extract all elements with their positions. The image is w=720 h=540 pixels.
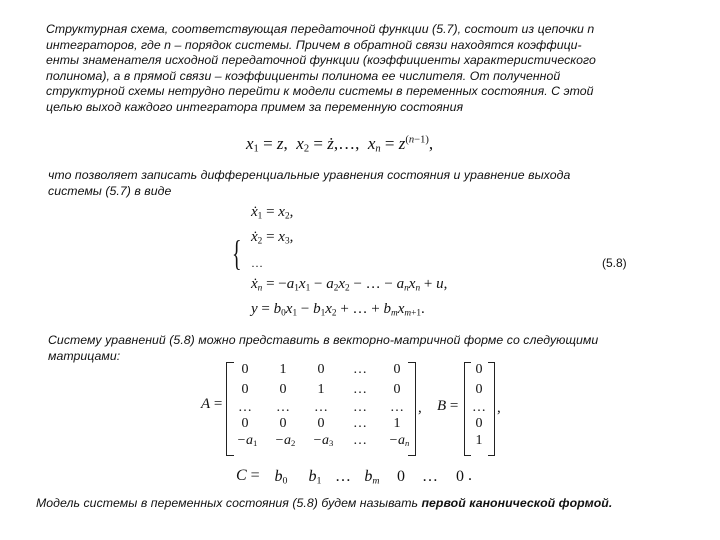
matrix-b-cell: 1 — [475, 433, 483, 448]
matrix-a-cell: 0 — [317, 416, 325, 431]
matrix-a-cell: 1 — [279, 362, 287, 377]
matrix-b-label: B = — [437, 398, 459, 414]
matrix-a-cell: 0 — [241, 382, 249, 397]
comma: , — [497, 400, 501, 416]
matrix-a-cell: … — [353, 400, 367, 415]
state-variables-formula: $x_1 = z$, $x_2$ = ż,…, $x_n = z^{(n-1)}$, — [246, 134, 434, 155]
text-line: что позволяет записать дифференциальные уравнения состояния и уравнение выхода — [48, 168, 571, 182]
text-line: системы (5.7) в виде — [48, 183, 172, 198]
matrix-c-cell: … — [335, 468, 351, 485]
text-line: целью выход каждого интегратора примем за переменную состояния — [46, 99, 464, 114]
matrix-a-cell: … — [314, 400, 328, 415]
matrix-a-cell: $-a_3$ — [312, 433, 334, 449]
matrix-a-cell: $-a_1$ — [236, 433, 258, 449]
matrix-a-cell: 0 — [393, 362, 401, 377]
matrix-a-cell: … — [353, 362, 367, 377]
text-line: матрицами: — [48, 348, 121, 363]
text-line: енты знаменателя исходной передаточной функции (коэффициенты характеристического — [46, 53, 596, 68]
matrix-c-cell: … — [422, 468, 438, 485]
conclusion-text: Модель системы в переменных состояния (5.8) будем называть — [36, 496, 419, 510]
matrix-a-cell: 1 — [393, 416, 401, 431]
matrix-b-cell: … — [472, 400, 486, 415]
matrix-b-cell: 0 — [475, 382, 483, 397]
matrix-a-cell: $-a_n$ — [388, 433, 410, 449]
equation-3: … — [251, 255, 263, 270]
equation-2: ẋ$_2$ = $x_3$, — [251, 229, 294, 247]
conclusion-paragraph — [36, 496, 612, 512]
matrix-a-cell: 1 — [317, 382, 325, 397]
matrix-a-cell: … — [276, 400, 290, 415]
text-line: структурной схемы нетрудно перейти к модели системы в переменных состояния. С этой — [46, 84, 594, 99]
comma: , — [418, 400, 422, 416]
matrix-c-cell: $b_0$ — [274, 468, 288, 487]
matrix-c-label: C = — [236, 467, 260, 484]
matrix-a-cell: … — [353, 416, 367, 431]
paragraph-2 — [48, 168, 570, 199]
system-brace: { — [232, 233, 242, 273]
paragraph-3 — [48, 333, 598, 364]
equation-number: (5.8) — [602, 256, 627, 270]
text-line: Систему уравнений (5.8) можно представить в векторно-матричной форме со следующими — [48, 333, 599, 347]
text-line: полинома), а в прямой связи – коэффициенты полинома ее числителя. От полученной — [46, 68, 561, 83]
conclusion-emphasis: первой канонической формой. — [421, 496, 613, 510]
matrix-a-cell: … — [353, 433, 367, 448]
matrix-a-cell: … — [390, 400, 404, 415]
matrix-c-cell: $b_m$ — [364, 468, 380, 487]
matrix-c-cell: $b_1$ — [308, 468, 322, 487]
intro-paragraph — [46, 22, 596, 116]
equation-system — [251, 202, 447, 324]
equation-5: $y = b_0x_1 - b_1x_2$ + … + $b_mx_{m+1}$. — [251, 300, 425, 319]
matrix-a-cell: $-a_2$ — [274, 433, 296, 449]
matrix-a-cell: 0 — [317, 362, 325, 377]
period: . — [468, 467, 472, 484]
matrix-a-cell: 0 — [241, 416, 249, 431]
matrix-a-label: A = — [201, 396, 223, 412]
matrix-c-cell: 0 — [456, 468, 464, 485]
equation-1: ẋ$_1$ = $x_2$, — [251, 204, 294, 222]
matrix-b-cell: 0 — [475, 362, 483, 377]
text-line: Структурная схема, соответствующая передаточной функции (5.7), состоит из цепочки n — [46, 22, 595, 36]
matrix-a-cell: 0 — [241, 362, 249, 377]
matrix-a-cell: 0 — [279, 382, 287, 397]
matrix-c-cell: 0 — [397, 468, 405, 485]
matrix-b-cell: 0 — [475, 416, 483, 431]
matrix-a-cell: … — [238, 400, 252, 415]
matrix-a-cell: 0 — [393, 382, 401, 397]
matrix-a-cell: 0 — [279, 416, 287, 431]
text-line: интеграторов, где n – порядок системы. Причем в обратной связи находятся коэффици- — [46, 37, 582, 52]
matrix-a-cell: … — [353, 382, 367, 397]
equation-4: ẋ$_n$ = $-a_1x_1 - a_2x_2$ − … − $a_nx_n + u$, — [251, 275, 448, 293]
